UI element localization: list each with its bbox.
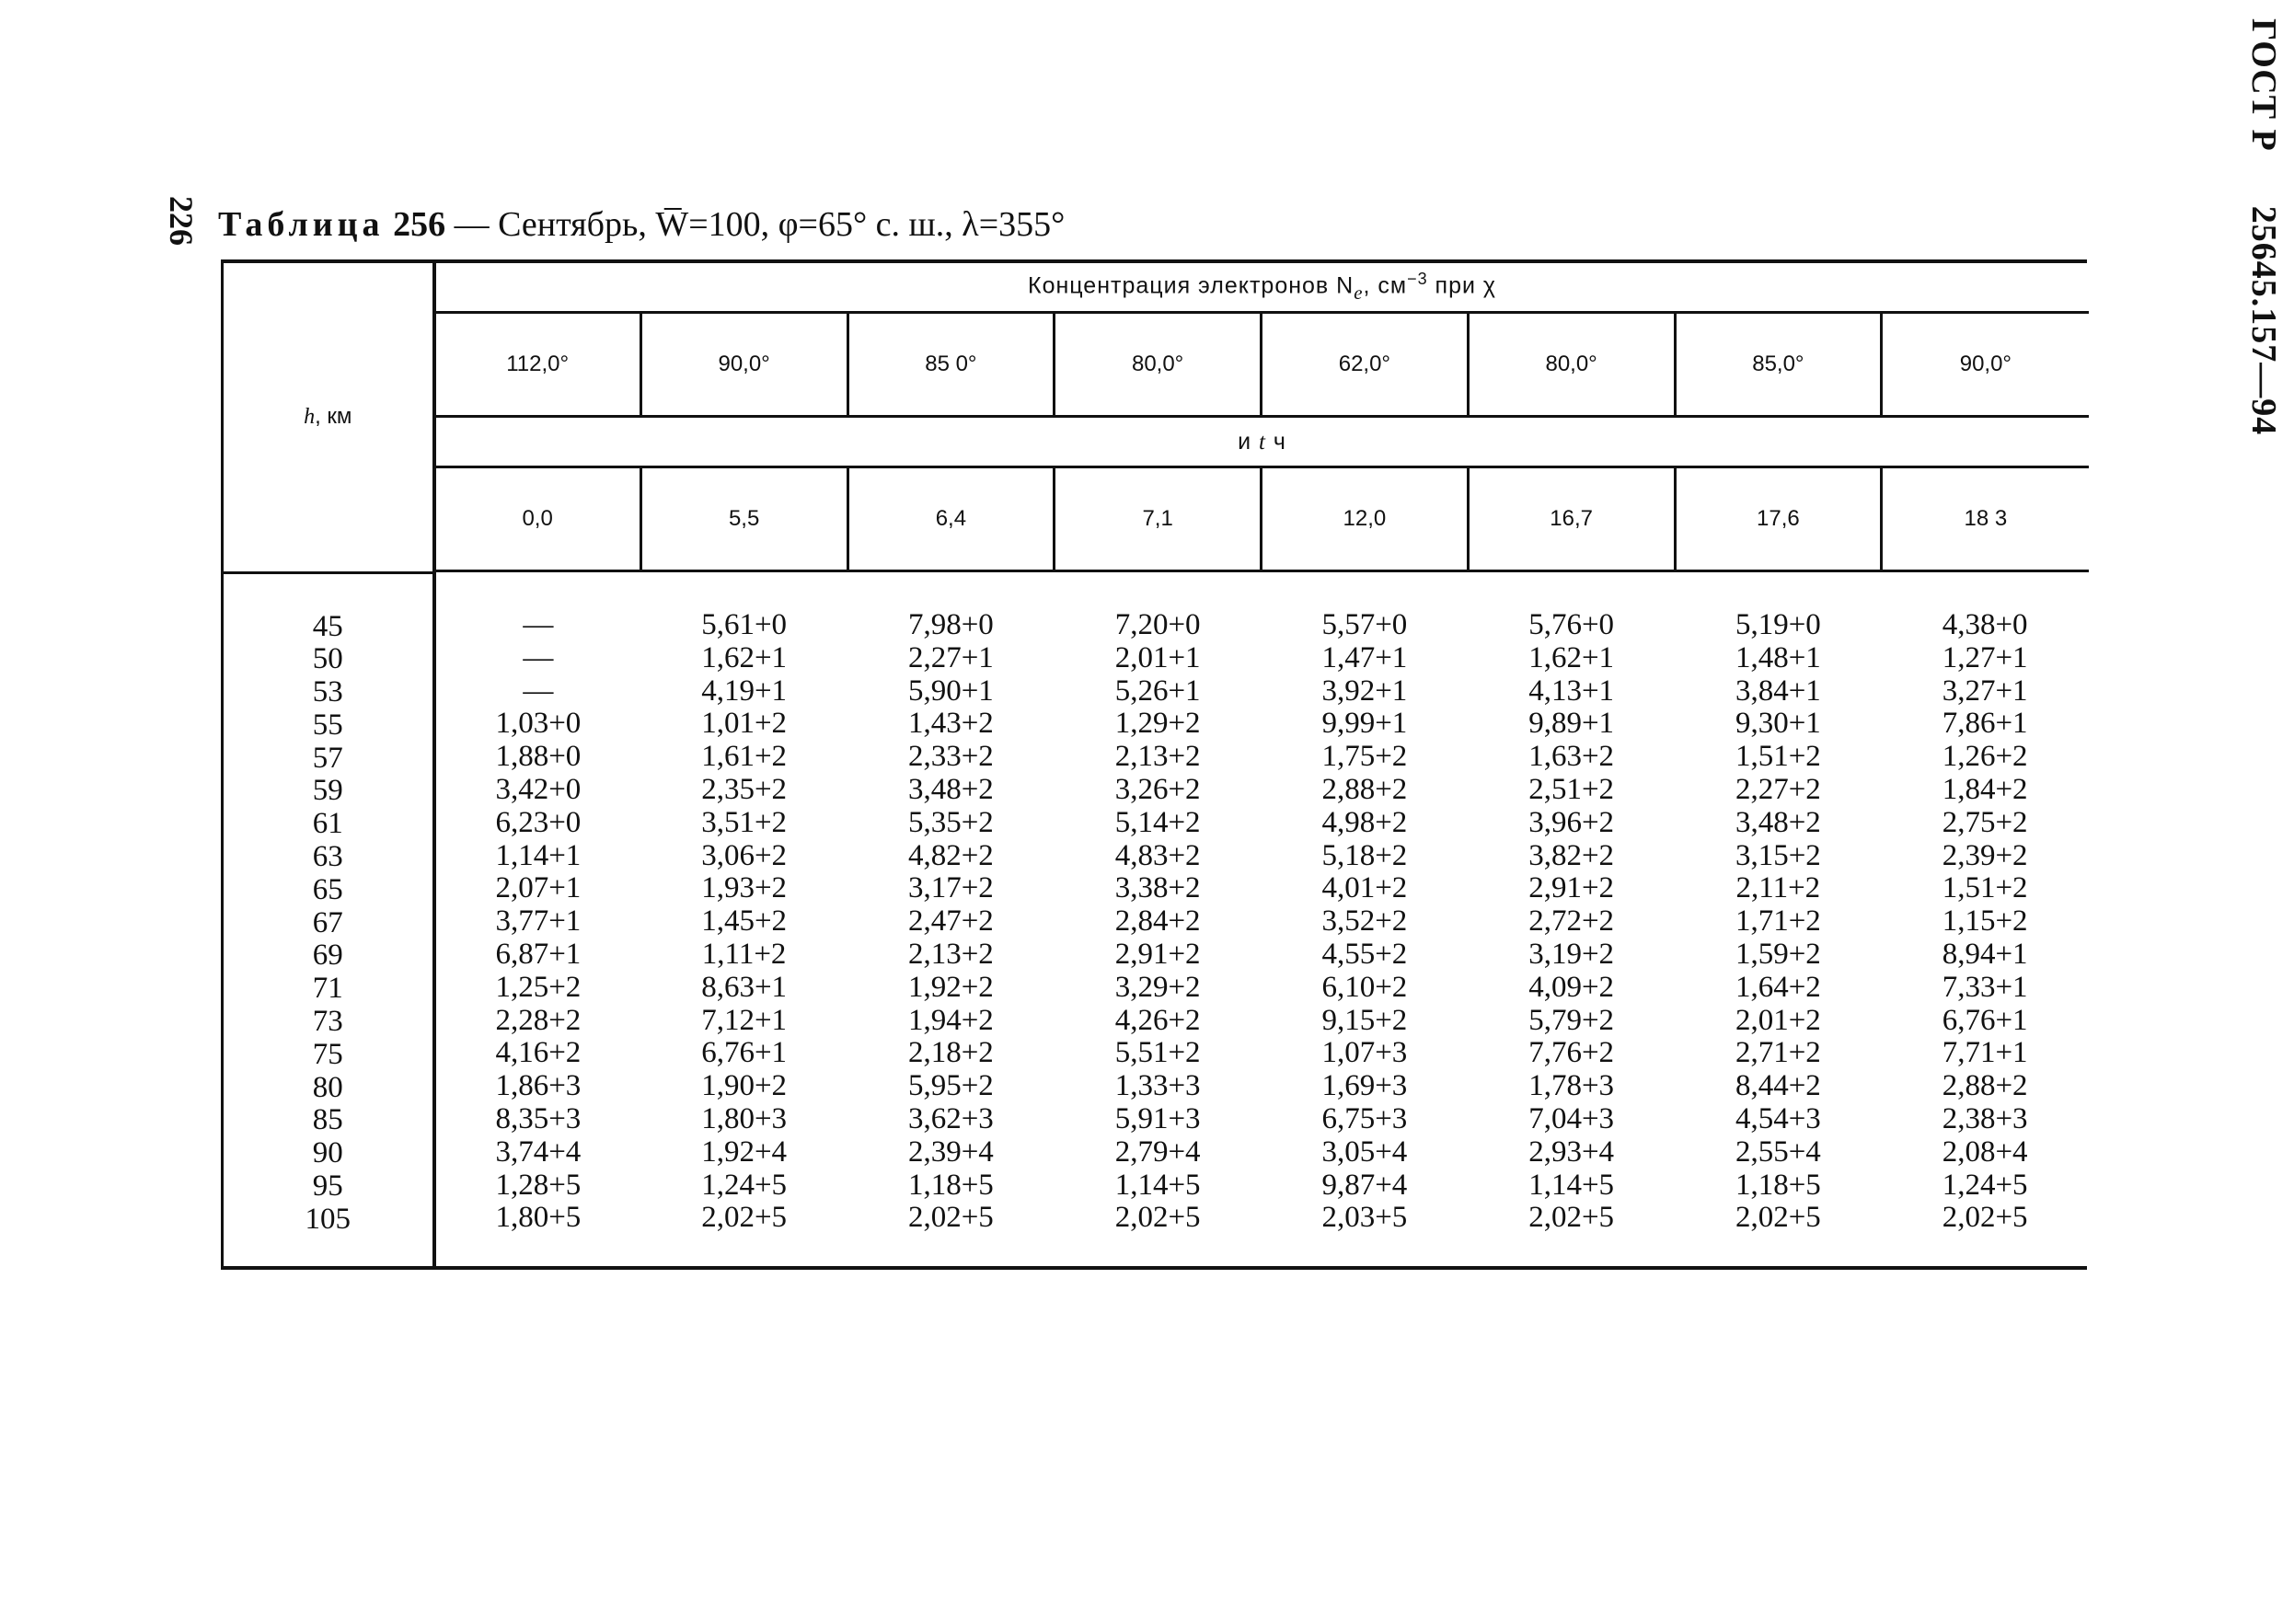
- height-value: 90: [312, 1136, 343, 1170]
- concentration-value: 4,13+1: [1528, 674, 1615, 708]
- concentration-value: 5,14+2: [1114, 805, 1201, 839]
- concentration-value: 1,03+0: [495, 707, 582, 741]
- concentration-value: 1,01+2: [701, 707, 788, 741]
- concentration-value: 5,26+1: [1114, 674, 1201, 708]
- concentration-value: 4,98+2: [1321, 805, 1408, 839]
- height-value: 57: [312, 741, 343, 775]
- concentration-value: 1,90+2: [701, 1069, 788, 1103]
- concentration-value: 2,93+4: [1528, 1134, 1615, 1169]
- table-caption: [218, 204, 1065, 245]
- chi-cell: 85,0°: [1675, 313, 1882, 417]
- concentration-value: 1,80+5: [495, 1201, 582, 1235]
- concentration-value: 5,51+2: [1114, 1036, 1201, 1070]
- data-column: [434, 572, 641, 1266]
- height-value: 55: [312, 708, 343, 742]
- concentration-value: 3,42+0: [495, 772, 582, 806]
- concentration-value: 2,02+5: [1528, 1201, 1615, 1235]
- concentration-value: 4,01+2: [1321, 871, 1408, 905]
- concentration-value: 4,38+0: [1942, 608, 2028, 641]
- concentration-value: 1,94+2: [907, 1003, 994, 1037]
- concentration-value: 2,02+5: [1942, 1201, 2028, 1235]
- concentration-value: 5,91+3: [1114, 1101, 1201, 1135]
- concentration-value: 1,63+2: [1528, 740, 1615, 774]
- table-grid: [221, 263, 2089, 1266]
- chi-cell: 85 0°: [847, 313, 1055, 417]
- height-value: 105: [305, 1202, 351, 1236]
- chi-cell: 80,0°: [1468, 313, 1675, 417]
- concentration-value: 4,83+2: [1114, 838, 1201, 872]
- concentration-value: 1,24+5: [1942, 1168, 2028, 1202]
- concentration-value: 1,86+3: [495, 1069, 582, 1103]
- concentration-value: 1,88+0: [495, 740, 582, 774]
- concentration-value: 1,18+5: [907, 1168, 994, 1202]
- concentration-value: 1,93+2: [701, 871, 788, 905]
- concentration-value: 1,14+5: [1528, 1168, 1615, 1202]
- concentration-value: 5,57+0: [1321, 608, 1408, 641]
- concentration-value: 2,03+5: [1321, 1201, 1408, 1235]
- concentration-value: 1,14+1: [495, 838, 582, 872]
- concentration-value: 3,27+1: [1942, 674, 2028, 708]
- concentration-value: 2,88+2: [1321, 772, 1408, 806]
- concentration-value: 1,24+5: [701, 1168, 788, 1202]
- concentration-value: 3,06+2: [701, 838, 788, 872]
- row-label-header: [223, 263, 434, 572]
- concentration-value: 5,95+2: [907, 1069, 994, 1103]
- t-label-row: [223, 417, 2089, 467]
- caption-conditions: — Сентябрь, W̅=100, φ=65° с. ш., λ=355°: [454, 205, 1066, 244]
- concentration-value: 1,61+2: [701, 740, 788, 774]
- data-column: [1262, 572, 1469, 1266]
- height-value: 61: [312, 807, 343, 841]
- data-column: [1055, 572, 1262, 1266]
- caption-label: Таблица: [218, 205, 385, 244]
- concentration-value: 4,54+3: [1735, 1101, 1821, 1135]
- concentration-value: 7,04+3: [1528, 1101, 1615, 1135]
- concentration-value: 3,38+2: [1114, 871, 1201, 905]
- concentration-value: 3,74+4: [495, 1134, 582, 1169]
- concentration-value: 2,02+5: [1735, 1201, 1821, 1235]
- concentration-value: 8,94+1: [1942, 937, 2028, 971]
- t-row: [223, 467, 2089, 571]
- concentration-value: 2,13+2: [907, 937, 994, 971]
- concentration-value: 1,62+1: [1528, 640, 1615, 674]
- height-value: 95: [312, 1169, 343, 1204]
- group-title-exp: −3: [1407, 270, 1428, 289]
- data-column: [1675, 572, 1882, 1266]
- group-title-sub: e: [1354, 281, 1364, 304]
- t-cell: 12,0: [1262, 467, 1469, 571]
- standard-number: 25645.157—94: [2244, 205, 2283, 436]
- concentration-value: 2,47+2: [907, 904, 994, 939]
- concentration-group-title: [434, 263, 2089, 313]
- concentration-value: 4,55+2: [1321, 937, 1408, 971]
- concentration-value: 7,33+1: [1942, 970, 2028, 1004]
- concentration-value: 1,84+2: [1942, 772, 2028, 806]
- concentration-value: 7,12+1: [701, 1003, 788, 1037]
- body-row: [223, 572, 2089, 1266]
- t-cell: 17,6: [1675, 467, 1882, 571]
- concentration-value: 7,98+0: [907, 608, 994, 641]
- concentration-value: —: [523, 640, 554, 674]
- t-cell: 5,5: [640, 467, 847, 571]
- row-label-unit: , км: [315, 404, 352, 430]
- concentration-value: 1,69+3: [1321, 1069, 1408, 1103]
- concentration-value: 3,84+1: [1735, 674, 1821, 708]
- concentration-value: 1,47+1: [1321, 640, 1408, 674]
- chi-row: [223, 313, 2089, 417]
- concentration-value: 1,51+2: [1735, 740, 1821, 774]
- concentration-value: 2,39+4: [907, 1134, 994, 1169]
- height-column: [223, 572, 434, 1266]
- header-row-group: [223, 263, 2089, 313]
- t-label-post: ч: [1265, 428, 1286, 455]
- concentration-value: 2,13+2: [1114, 740, 1201, 774]
- concentration-value: 2,51+2: [1528, 772, 1615, 806]
- concentration-value: 2,33+2: [907, 740, 994, 774]
- concentration-value: 2,38+3: [1942, 1101, 2028, 1135]
- concentration-value: 2,11+2: [1735, 871, 1821, 905]
- concentration-value: 2,88+2: [1942, 1069, 2028, 1103]
- concentration-value: 3,51+2: [701, 805, 788, 839]
- concentration-value: 6,76+1: [1942, 1003, 2028, 1037]
- height-value: 73: [312, 1005, 343, 1039]
- standard-designation: [2236, 18, 2291, 773]
- concentration-value: —: [523, 674, 554, 708]
- concentration-value: 1,48+1: [1735, 640, 1821, 674]
- t-label-pre: и: [1238, 428, 1259, 455]
- caption-number: 256: [393, 205, 446, 244]
- concentration-value: —: [523, 608, 554, 641]
- concentration-value: 3,77+1: [495, 904, 582, 939]
- concentration-value: 3,62+3: [907, 1101, 994, 1135]
- concentration-value: 8,44+2: [1735, 1069, 1821, 1103]
- concentration-value: 1,26+2: [1942, 740, 2028, 774]
- concentration-value: 9,30+1: [1735, 707, 1821, 741]
- concentration-value: 9,87+4: [1321, 1168, 1408, 1202]
- height-value: 69: [312, 939, 343, 973]
- concentration-value: 3,26+2: [1114, 772, 1201, 806]
- concentration-value: 6,23+0: [495, 805, 582, 839]
- height-value: 59: [312, 774, 343, 808]
- concentration-value: 3,29+2: [1114, 970, 1201, 1004]
- t-cell: 7,1: [1055, 467, 1262, 571]
- concentration-value: 7,71+1: [1942, 1036, 2028, 1070]
- height-value: 50: [312, 642, 343, 676]
- electron-concentration-table: [221, 259, 2087, 1270]
- concentration-value: 1,33+3: [1114, 1069, 1201, 1103]
- concentration-value: 2,18+2: [907, 1036, 994, 1070]
- concentration-value: 1,11+2: [701, 937, 787, 971]
- concentration-value: 1,07+3: [1321, 1036, 1408, 1070]
- concentration-value: 2,35+2: [701, 772, 788, 806]
- concentration-value: 9,89+1: [1528, 707, 1615, 741]
- concentration-value: 1,15+2: [1942, 904, 2028, 939]
- concentration-value: 1,80+3: [701, 1101, 788, 1135]
- concentration-value: 7,20+0: [1114, 608, 1201, 641]
- concentration-value: 2,91+2: [1528, 871, 1615, 905]
- concentration-value: 2,07+1: [495, 871, 582, 905]
- concentration-value: 3,92+1: [1321, 674, 1408, 708]
- concentration-value: 8,63+1: [701, 970, 788, 1004]
- group-title-tail: при χ: [1427, 272, 1497, 299]
- concentration-value: 2,72+2: [1528, 904, 1615, 939]
- height-value: 67: [312, 905, 343, 939]
- concentration-value: 2,28+2: [495, 1003, 582, 1037]
- concentration-value: 5,61+0: [701, 608, 788, 641]
- concentration-value: 2,84+2: [1114, 904, 1201, 939]
- data-column: [847, 572, 1055, 1266]
- concentration-value: 3,48+2: [1735, 805, 1821, 839]
- concentration-value: 3,05+4: [1321, 1134, 1408, 1169]
- data-column: [640, 572, 847, 1266]
- concentration-value: 2,01+2: [1735, 1003, 1821, 1037]
- height-value: 53: [312, 675, 343, 709]
- concentration-value: 1,64+2: [1735, 970, 1821, 1004]
- chi-cell: 90,0°: [640, 313, 847, 417]
- group-title-unit: , см: [1363, 272, 1408, 299]
- concentration-value: 6,75+3: [1321, 1101, 1408, 1135]
- concentration-value: 3,52+2: [1321, 904, 1408, 939]
- concentration-value: 2,79+4: [1114, 1134, 1201, 1169]
- concentration-value: 1,92+4: [701, 1134, 788, 1169]
- concentration-value: 3,48+2: [907, 772, 994, 806]
- concentration-value: 2,39+2: [1942, 838, 2028, 872]
- page-number: 226: [163, 196, 200, 246]
- data-column: [1468, 572, 1675, 1266]
- concentration-value: 3,17+2: [907, 871, 994, 905]
- chi-cell: 112,0°: [434, 313, 641, 417]
- t-cell: 0,0: [434, 467, 641, 571]
- concentration-value: 7,76+2: [1528, 1036, 1615, 1070]
- concentration-value: 9,15+2: [1321, 1003, 1408, 1037]
- concentration-value: 3,19+2: [1528, 937, 1615, 971]
- concentration-value: 6,10+2: [1321, 970, 1408, 1004]
- standard-prefix: ГОСТ Р: [2244, 18, 2283, 152]
- concentration-value: 1,29+2: [1114, 707, 1201, 741]
- concentration-value: 1,45+2: [701, 904, 788, 939]
- concentration-value: 3,82+2: [1528, 838, 1615, 872]
- concentration-value: 1,27+1: [1942, 640, 2028, 674]
- concentration-value: 2,01+1: [1114, 640, 1201, 674]
- concentration-value: 5,76+0: [1528, 608, 1615, 641]
- t-cell: 6,4: [847, 467, 1055, 571]
- concentration-value: 2,91+2: [1114, 937, 1201, 971]
- concentration-value: 1,62+1: [701, 640, 788, 674]
- concentration-value: 2,02+5: [701, 1201, 788, 1235]
- concentration-value: 1,25+2: [495, 970, 582, 1004]
- concentration-value: 2,02+5: [907, 1201, 994, 1235]
- concentration-value: 1,51+2: [1942, 871, 2028, 905]
- height-value: 65: [312, 872, 343, 906]
- t-cell: 16,7: [1468, 467, 1675, 571]
- concentration-value: 1,14+5: [1114, 1168, 1201, 1202]
- chi-cell: 90,0°: [1882, 313, 2089, 417]
- concentration-value: 8,35+3: [495, 1101, 582, 1135]
- concentration-value: 1,28+5: [495, 1168, 582, 1202]
- chi-cell: 80,0°: [1055, 313, 1262, 417]
- concentration-value: 5,19+0: [1735, 608, 1821, 641]
- chi-cell: 62,0°: [1262, 313, 1469, 417]
- concentration-value: 7,86+1: [1942, 707, 2028, 741]
- height-value: 80: [312, 1070, 343, 1104]
- concentration-value: 4,19+1: [701, 674, 788, 708]
- concentration-value: 2,27+2: [1735, 772, 1821, 806]
- concentration-value: 2,55+4: [1735, 1134, 1821, 1169]
- concentration-value: 1,75+2: [1321, 740, 1408, 774]
- concentration-value: 5,90+1: [907, 674, 994, 708]
- data-column: [1882, 572, 2089, 1266]
- concentration-value: 9,99+1: [1321, 707, 1408, 741]
- t-cell: 18 3: [1882, 467, 2089, 571]
- concentration-value: 2,02+5: [1114, 1201, 1201, 1235]
- concentration-value: 3,96+2: [1528, 805, 1615, 839]
- height-value: 71: [312, 972, 343, 1006]
- concentration-value: 4,26+2: [1114, 1003, 1201, 1037]
- group-title-text: Концентрация электронов N: [1028, 272, 1354, 299]
- concentration-value: 2,27+1: [907, 640, 994, 674]
- t-label-var: t: [1259, 429, 1266, 455]
- concentration-value: 1,92+2: [907, 970, 994, 1004]
- height-value: 63: [312, 840, 343, 874]
- concentration-value: 2,75+2: [1942, 805, 2028, 839]
- concentration-value: 2,08+4: [1942, 1134, 2028, 1169]
- concentration-value: 1,59+2: [1735, 937, 1821, 971]
- concentration-value: 4,16+2: [495, 1036, 582, 1070]
- height-value: 85: [312, 1103, 343, 1137]
- row-label-var: h: [304, 405, 316, 430]
- concentration-value: 5,35+2: [907, 805, 994, 839]
- concentration-value: 3,15+2: [1735, 838, 1821, 872]
- height-value: 75: [312, 1037, 343, 1071]
- concentration-value: 6,87+1: [495, 937, 582, 971]
- concentration-value: 1,71+2: [1735, 904, 1821, 939]
- height-value: 45: [312, 609, 343, 643]
- concentration-value: 4,09+2: [1528, 970, 1615, 1004]
- concentration-value: 5,79+2: [1528, 1003, 1615, 1037]
- concentration-value: 6,76+1: [701, 1036, 788, 1070]
- concentration-value: 1,18+5: [1735, 1168, 1821, 1202]
- concentration-value: 1,43+2: [907, 707, 994, 741]
- concentration-value: 2,71+2: [1735, 1036, 1821, 1070]
- concentration-value: 4,82+2: [907, 838, 994, 872]
- concentration-value: 1,78+3: [1528, 1069, 1615, 1103]
- time-group-title: [434, 417, 2089, 467]
- concentration-value: 5,18+2: [1321, 838, 1408, 872]
